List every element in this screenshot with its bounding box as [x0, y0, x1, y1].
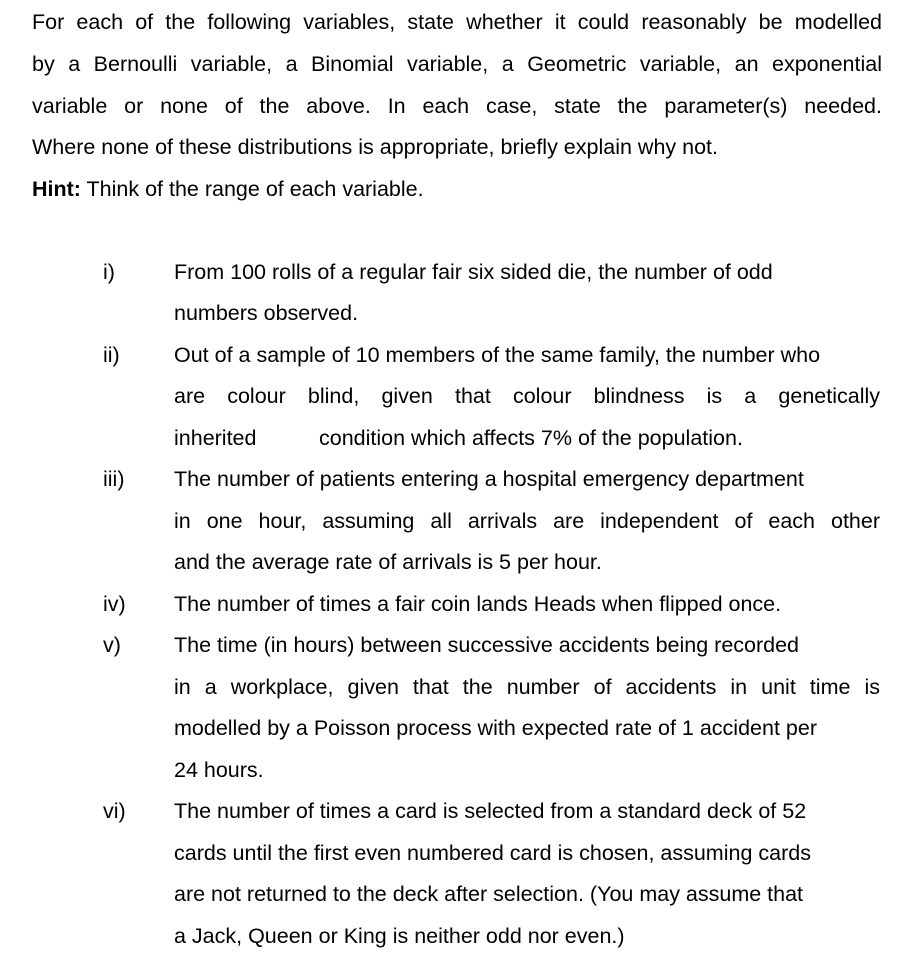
item-number-iv: iv) [103, 592, 126, 616]
hint-text: Think of the range of each variable. [80, 177, 424, 201]
intro-line-1: For each of the following variables, state whether it could reasonably be modelled [32, 10, 882, 34]
intro-line-3: variable or none of the above. In each case, state the parameter(s) needed. [32, 94, 882, 118]
item-ii-line-3 [174, 424, 880, 452]
item-i-line-1: From 100 rolls of a regular fair six sided die, the number of odd [174, 260, 773, 284]
intro-line-4: Where none of these distributions is appropriate, briefly explain why not. [32, 135, 718, 159]
item-vi-line-2: cards until the first even numbered card is chosen, assuming cards [174, 841, 811, 865]
item-iv-line-1: The number of times a fair coin lands Heads when flipped once. [174, 592, 782, 616]
item-iii-line-3: and the average rate of arrivals is 5 per hour. [174, 550, 602, 574]
item-number-iii: iii) [103, 467, 125, 491]
item-iii-line-1: The number of patients entering a hospital emergency department [174, 467, 804, 491]
item-v-line-3: modelled by a Poisson process with expected rate of 1 accident per [174, 716, 817, 740]
item-ii-line-3-word: inherited [174, 426, 257, 450]
item-number-v: v) [103, 633, 121, 657]
intro-line-2: by a Bernoulli variable, a Binomial variable, a Geometric variable, an exponential [32, 52, 882, 76]
hint-line [32, 175, 882, 203]
item-number-i: i) [103, 260, 115, 284]
item-number-ii: ii) [103, 343, 120, 367]
item-ii-line-2: are colour blind, given that colour blindness is a genetically [174, 384, 880, 408]
hint-label: Hint: [32, 177, 81, 201]
item-v-line-4: 24 hours. [174, 758, 264, 782]
item-vi-line-1: The number of times a card is selected from a standard deck of 52 [174, 799, 807, 823]
item-vi-line-4: a Jack, Queen or King is neither odd nor even.) [174, 924, 625, 948]
item-v-line-2: in a workplace, given that the number of accidents in unit time is [174, 675, 880, 699]
item-ii-line-1: Out of a sample of 10 members of the same family, the number who [174, 343, 821, 367]
item-vi-line-3: are not returned to the deck after selection. (You may assume that [174, 882, 804, 906]
item-v-line-1: The time (in hours) between successive accidents being recorded [174, 633, 800, 657]
item-ii-line-3-rest: condition which affects 7% of the population. [319, 426, 743, 450]
item-i-line-2: numbers observed. [174, 301, 359, 325]
item-number-vi: vi) [103, 799, 126, 823]
item-iii-line-2: in one hour, assuming all arrivals are independent of each other [174, 509, 880, 533]
